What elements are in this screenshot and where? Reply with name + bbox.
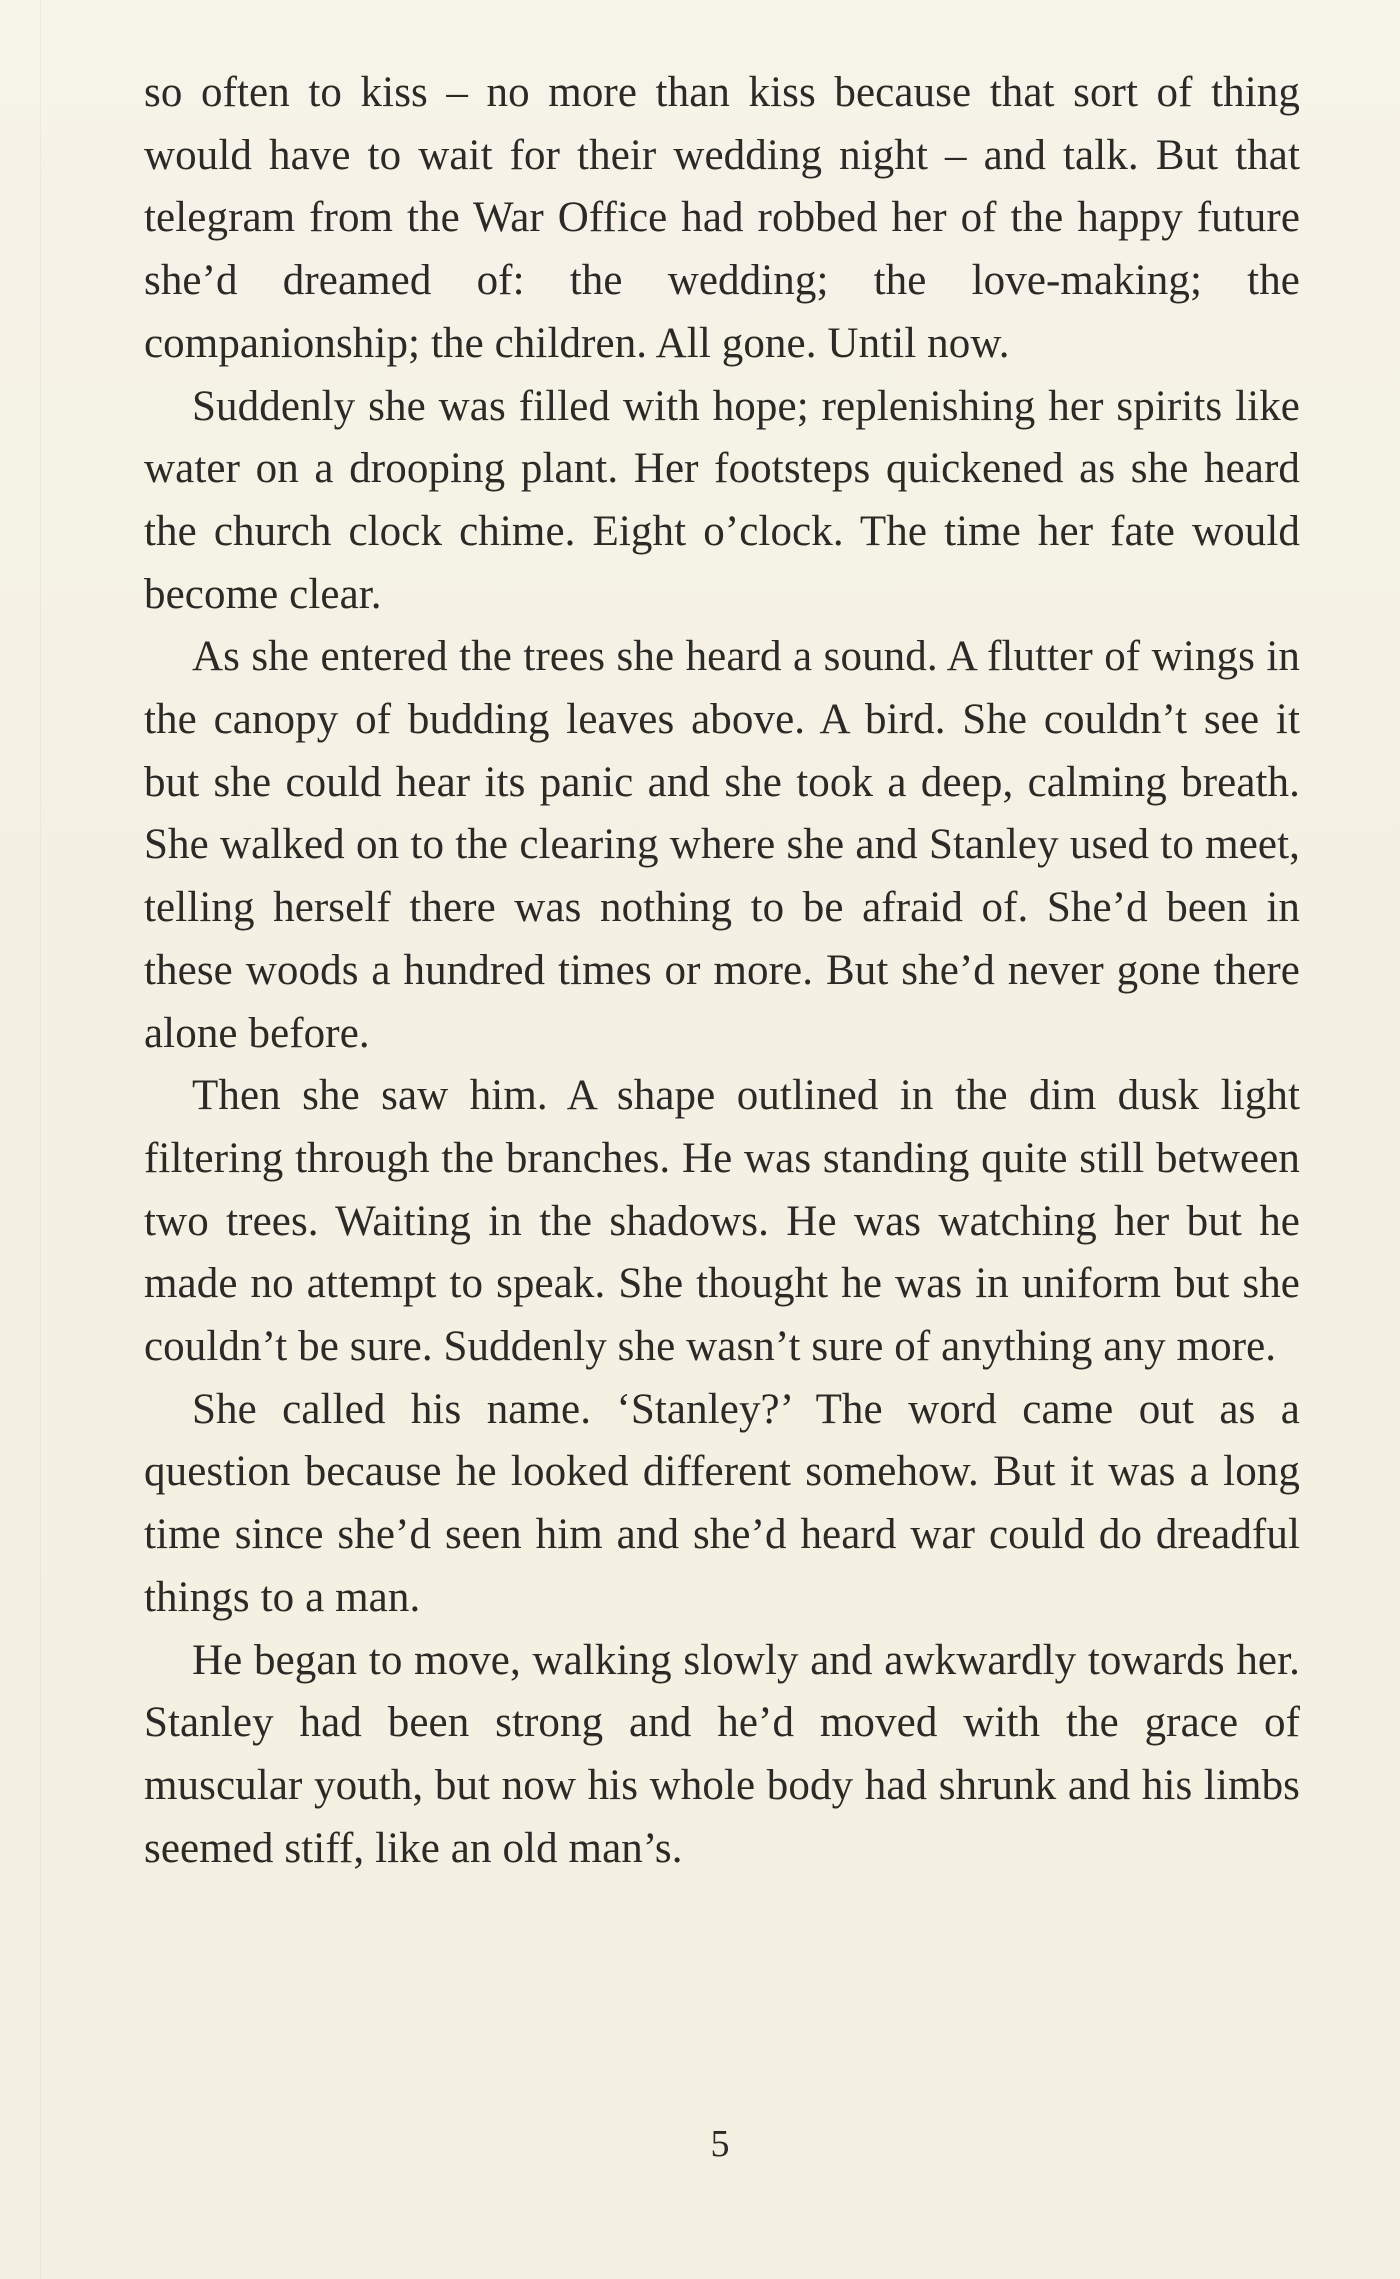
page-number: 5 — [710, 2123, 730, 2165]
paragraph-4: Then she saw him. A shape outlined in the dim dusk light filtering through the branches. He was standing quite still between two trees. Waiting in the shadows. He was watching her but he made no attempt to speak. She thought he was in uniform but she couldn’t be sure. Suddenly she wasn’t sure of anything any more. — [144, 1072, 1300, 1371]
body-text — [144, 62, 1300, 1880]
paragraph-6: He began to move, walking slowly and awkwardly towards her. Stanley had been strong and he’d moved with the grace of muscular youth, but now his whole body had shrunk and his limbs seemed stiff, like an old man’s. — [144, 1636, 1300, 1872]
paragraph-2: Suddenly she was filled with hope; replenishing her spirits like water on a drooping plant. Her footsteps quickened as she heard the church clock chime. Eight o’clock. The time her fate would become clear. — [144, 382, 1300, 618]
paragraph-5: She called his name. ‘Stanley?’ The word came out as a question because he looked different somehow. But it was a long time since she’d seen him and she’d heard war could do dreadful things to a man. — [144, 1385, 1300, 1621]
page-edge-shadow — [40, 0, 41, 2279]
paragraph-3: As she entered the trees she heard a sound. A flutter of wings in the canopy of budding leaves above. A bird. She couldn’t see it but she could hear its panic and she took a deep, calming breath. She walked on to the clearing where she and Stanley used to meet, telling herself there was nothing to be afraid of. She’d been in these woods a hundred times or more. But she’d never gone there alone before. — [144, 633, 1300, 1057]
paragraph-1: so often to kiss – no more than kiss because that sort of thing would have to wait for their wedding night – and talk. But that telegram from the War Office had robbed her of the happy future she’d dreamed of: the wedding; the love-making; the companionship; the children. All gone. Until now. — [144, 69, 1300, 367]
